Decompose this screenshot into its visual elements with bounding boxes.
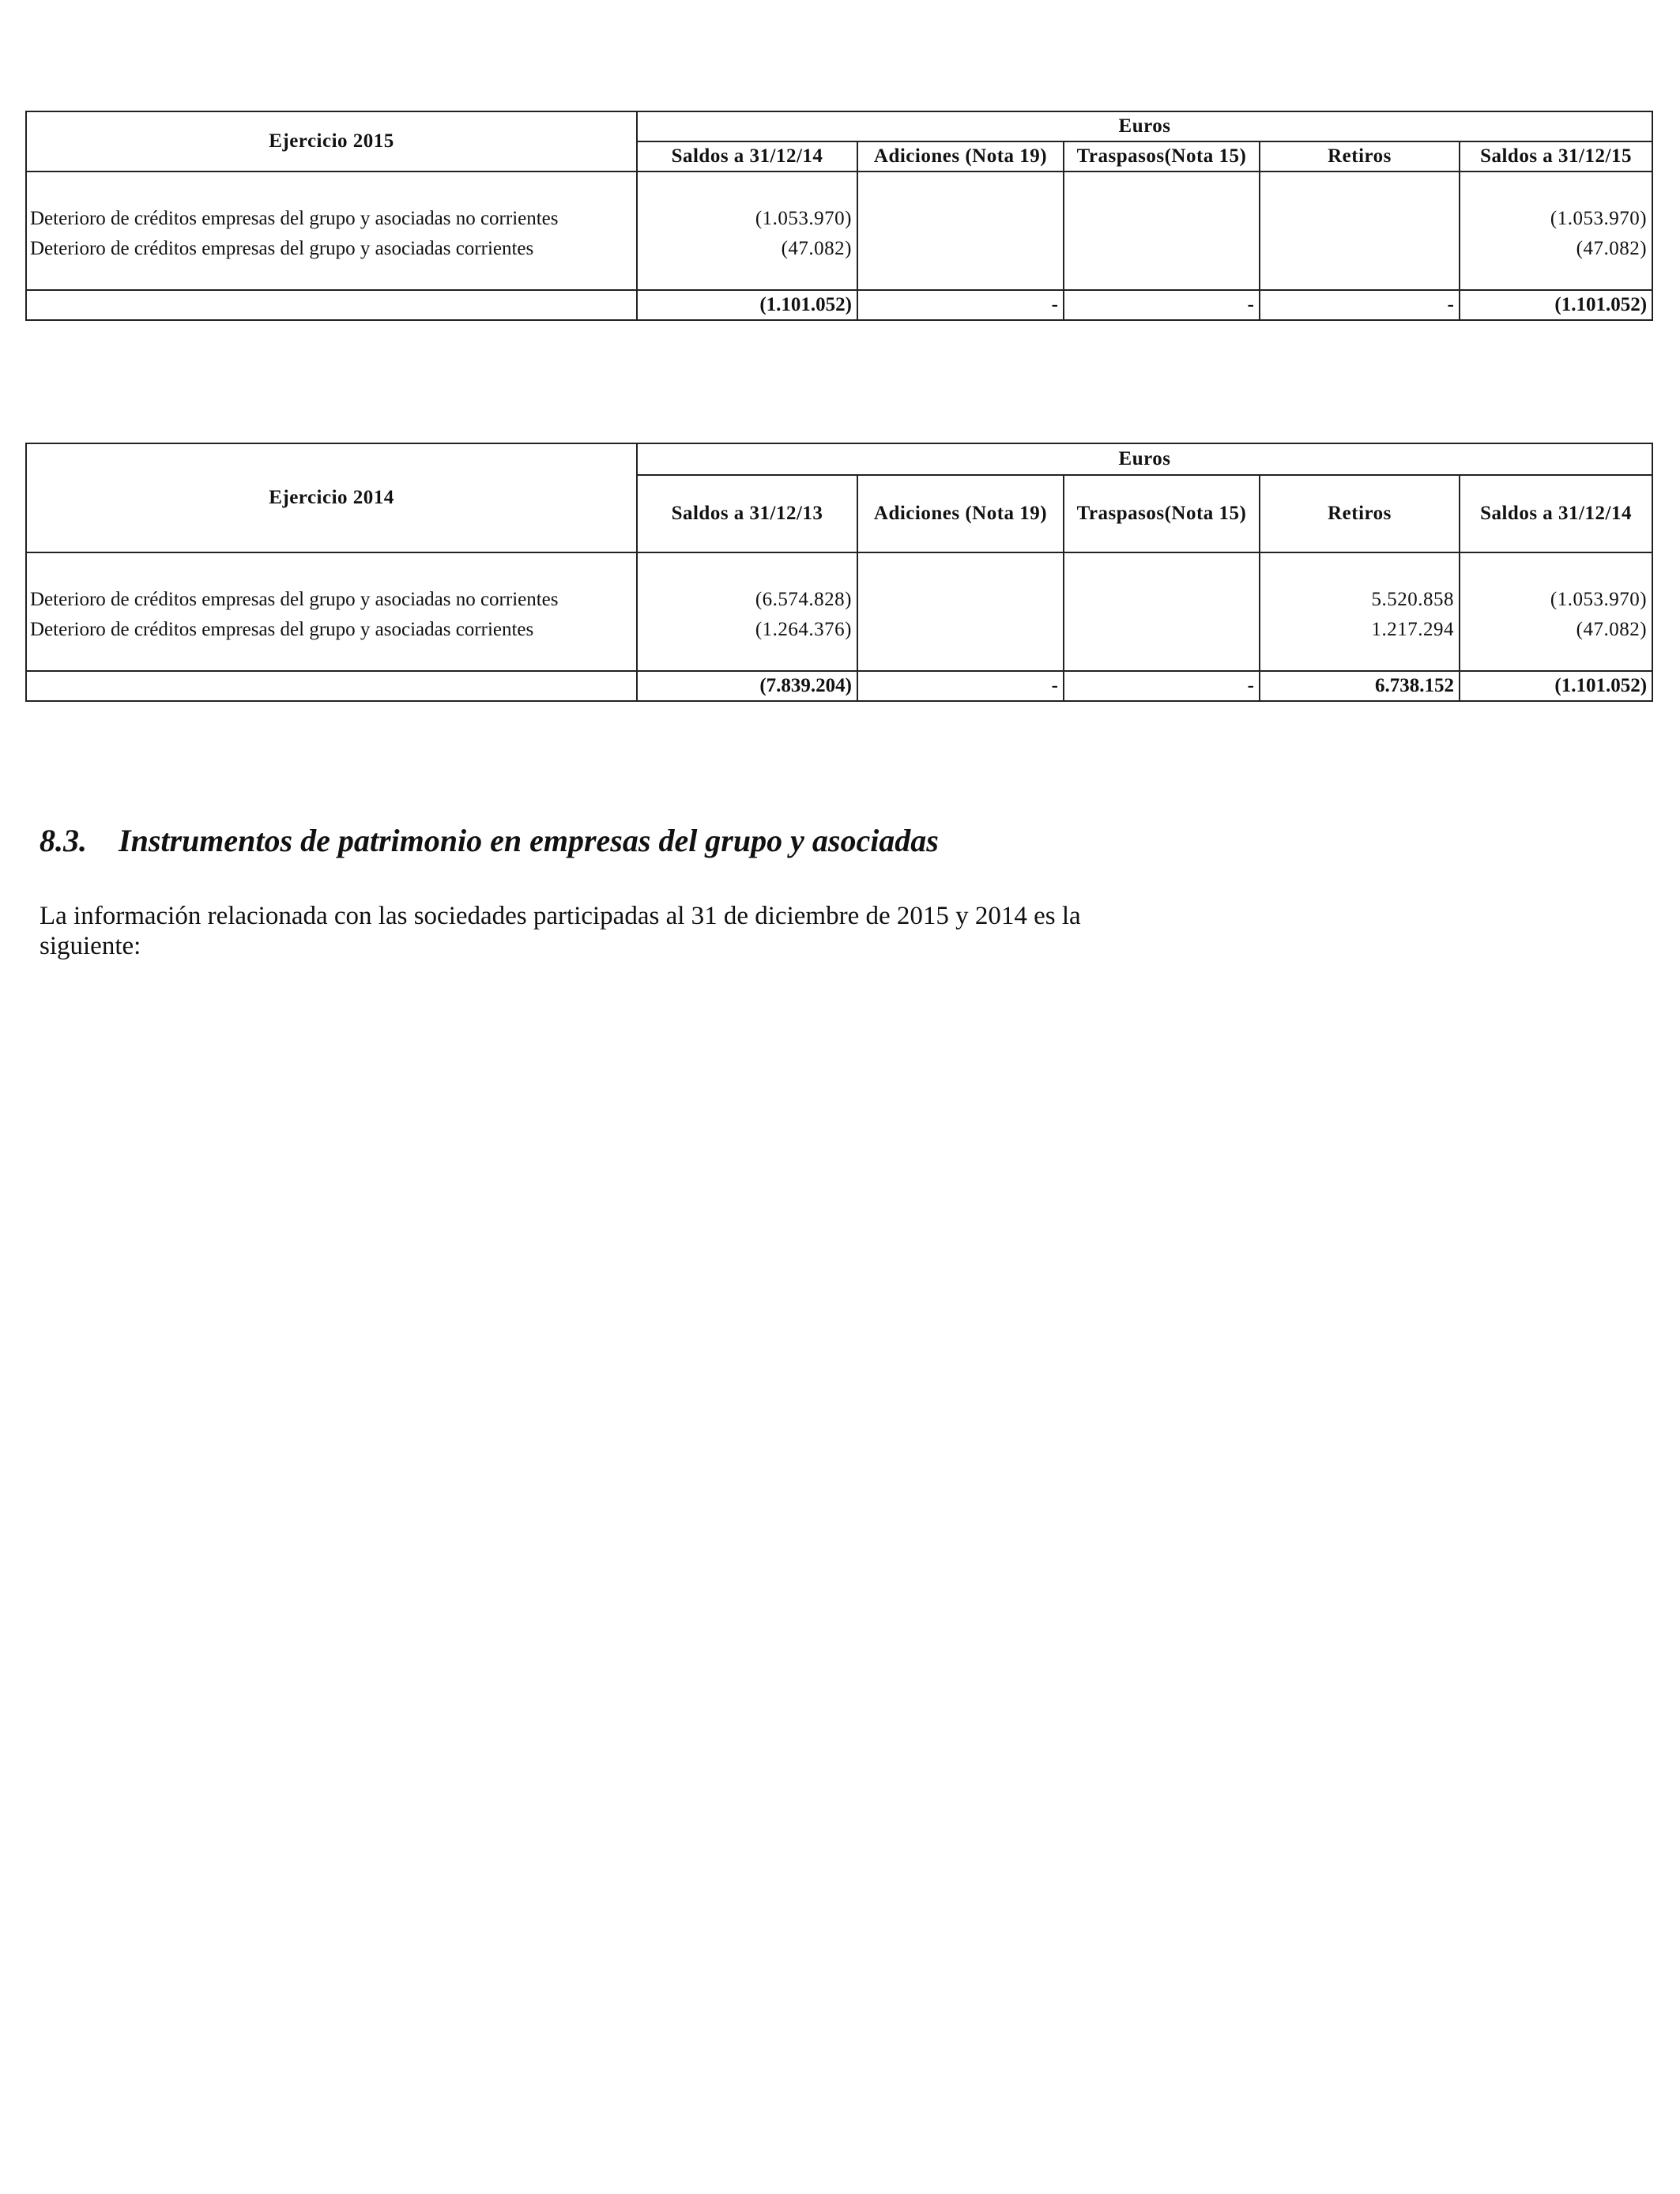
impairment-table-2015 — [25, 111, 1653, 321]
column-header: Saldos a 31/12/13 — [637, 475, 857, 552]
cell-value: (1.053.970) — [1460, 585, 1652, 615]
total-value: (7.839.204) — [637, 671, 857, 701]
total-value: - — [1064, 671, 1260, 701]
column-header: Adiciones (Nota 19) — [857, 141, 1064, 172]
cell-value — [857, 234, 1064, 264]
total-value: (1.101.052) — [1460, 671, 1652, 701]
cell-value: 5.520.858 — [1260, 585, 1460, 615]
total-row — [26, 290, 1652, 320]
row-label: Deterioro de créditos empresas del grupo y asociadas corrientes — [26, 615, 637, 645]
section-heading — [40, 822, 939, 859]
cell-value: (47.082) — [1460, 615, 1652, 645]
row-label: Deterioro de créditos empresas del grupo y asociadas corrientes — [26, 234, 637, 264]
cell-value — [1260, 234, 1460, 264]
cell-value — [857, 615, 1064, 645]
section-number: 8.3. — [40, 823, 87, 858]
total-value: (1.101.052) — [1460, 290, 1652, 320]
table-row — [26, 234, 1652, 264]
total-value: - — [857, 290, 1064, 320]
column-header: Traspasos(Nota 15) — [1064, 475, 1260, 552]
table-row — [26, 585, 1652, 615]
cell-value: 1.217.294 — [1260, 615, 1460, 645]
cell-value: (1.053.970) — [1460, 204, 1652, 234]
total-value: 6.738.152 — [1260, 671, 1460, 701]
row-label: Deterioro de créditos empresas del grupo y asociadas no corrientes — [26, 585, 637, 615]
table-row — [26, 204, 1652, 234]
body-paragraph — [40, 901, 1241, 961]
table-title: Ejercicio 2014 — [26, 443, 637, 552]
total-value: (1.101.052) — [637, 290, 857, 320]
row-label: Deterioro de créditos empresas del grupo y asociadas no corrientes — [26, 204, 637, 234]
column-header: Adiciones (Nota 19) — [857, 475, 1064, 552]
section-title: Instrumentos de patrimonio en empresas del grupo y asociadas — [119, 823, 939, 858]
cell-value: (6.574.828) — [637, 585, 857, 615]
cell-value: (47.082) — [1460, 234, 1652, 264]
column-header: Saldos a 31/12/15 — [1460, 141, 1652, 172]
column-header: Traspasos(Nota 15) — [1064, 141, 1260, 172]
total-label-cell — [26, 290, 637, 320]
column-header: Retiros — [1260, 475, 1460, 552]
cell-value — [1064, 585, 1260, 615]
column-header: Saldos a 31/12/14 — [1460, 475, 1652, 552]
total-value: - — [1260, 290, 1460, 320]
cell-value — [1064, 204, 1260, 234]
impairment-table-2014 — [25, 443, 1653, 702]
column-header: Retiros — [1260, 141, 1460, 172]
cell-value: (1.053.970) — [637, 204, 857, 234]
column-header: Saldos a 31/12/14 — [637, 141, 857, 172]
cell-value — [1064, 234, 1260, 264]
paragraph-line: siguiente: — [40, 932, 141, 960]
total-label-cell — [26, 671, 637, 701]
paragraph-line: La información relacionada con las sociedades participadas al 31 de diciembre de 2015 y 2014 es la — [40, 902, 1081, 930]
cell-value — [857, 585, 1064, 615]
total-row — [26, 671, 1652, 701]
currency-group-header: Euros — [637, 111, 1652, 141]
total-value: - — [857, 671, 1064, 701]
currency-group-header: Euros — [637, 443, 1652, 475]
total-value: - — [1064, 290, 1260, 320]
cell-value — [1064, 615, 1260, 645]
table-row — [26, 615, 1652, 645]
cell-value: (1.264.376) — [637, 615, 857, 645]
cell-value: (47.082) — [637, 234, 857, 264]
cell-value — [1260, 204, 1460, 234]
cell-value — [857, 204, 1064, 234]
table-title: Ejercicio 2015 — [26, 111, 637, 172]
